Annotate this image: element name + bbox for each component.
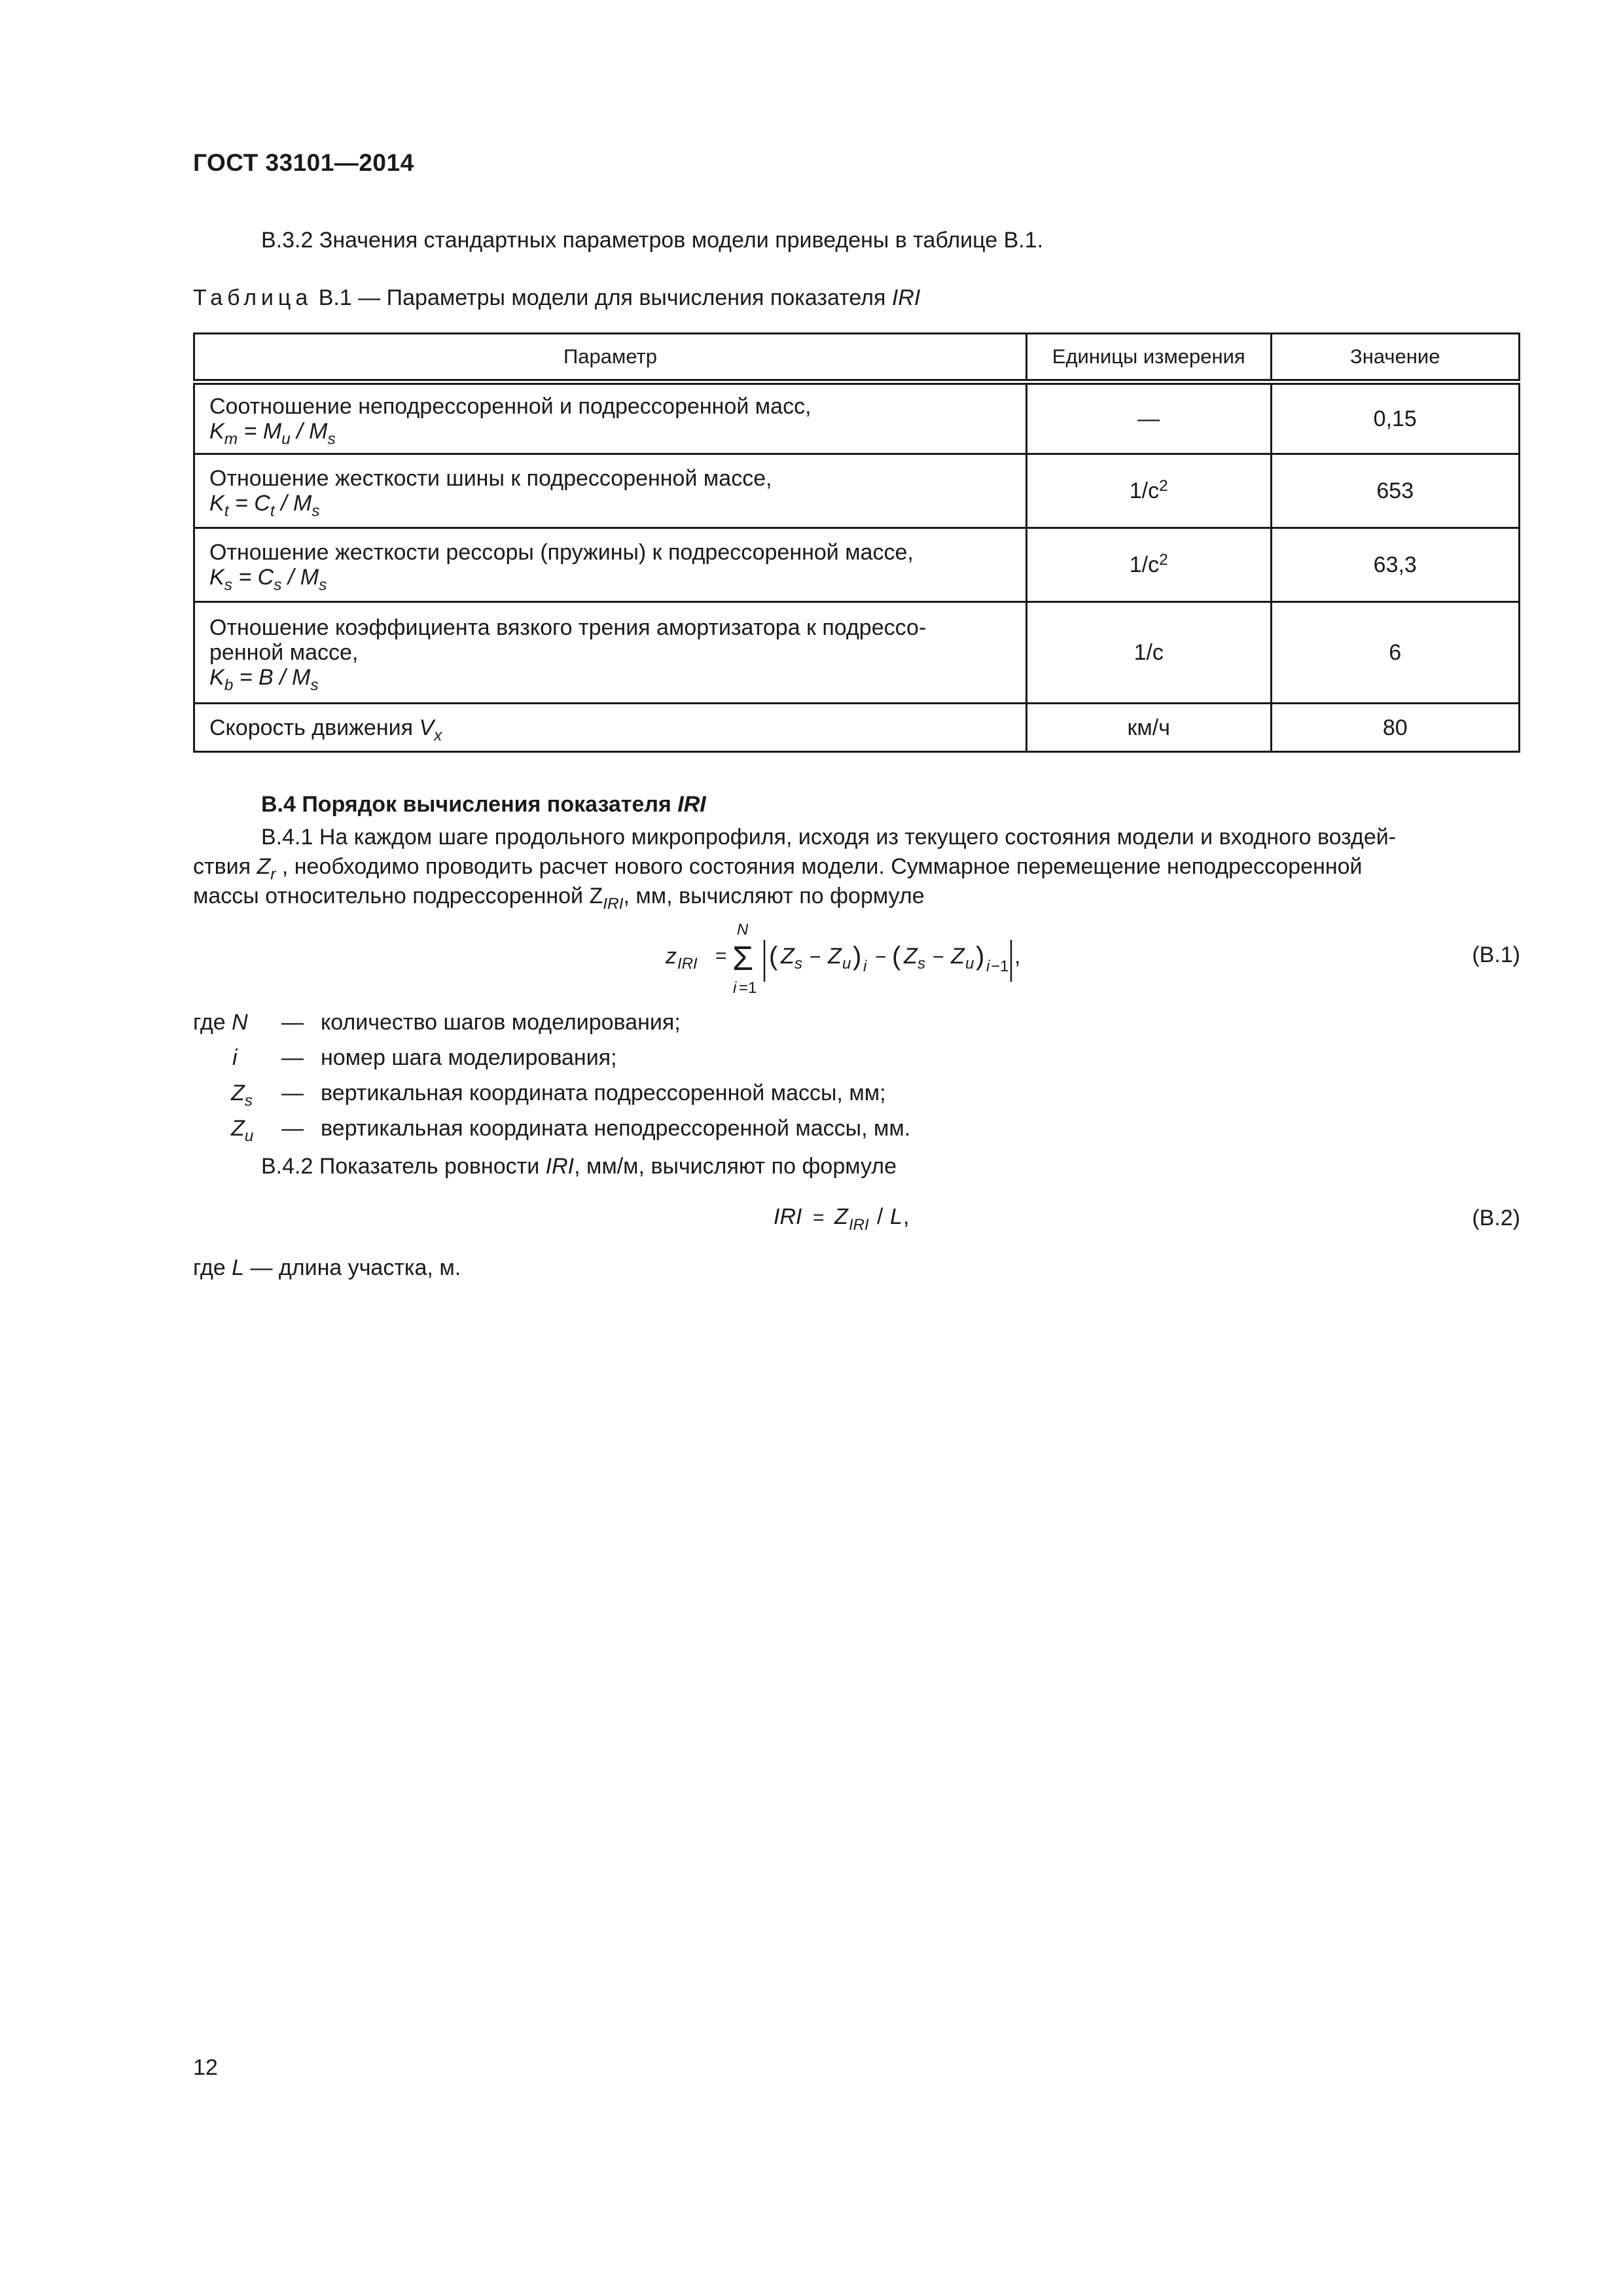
- header-units: Единицы измерения: [1026, 334, 1271, 382]
- svg-text:−: −: [933, 946, 944, 968]
- svg-text:L: L: [890, 1204, 902, 1229]
- document-header: ГОСТ 33101—2014: [193, 149, 414, 176]
- paragraph-line: В.4.1 На каждом шаге продольного микропрофиля, исходя из текущего состояния модели и входного воздей-: [261, 825, 1397, 850]
- param-text-continued: ренной массе,: [209, 640, 359, 665]
- equation-number-b2: (В.2): [1472, 1206, 1520, 1230]
- where-item: где N — количество шагов моделирования;: [193, 1010, 681, 1035]
- row-unit: $1/с^2$: [1026, 454, 1271, 528]
- svg-text:IRI: IRI: [677, 955, 698, 973]
- row-value: 80: [1271, 704, 1519, 752]
- where-item: i — номер шага моделирования;: [232, 1045, 617, 1070]
- page-number: 12: [193, 2055, 218, 2080]
- svg-text:,: ,: [903, 1204, 910, 1229]
- row-value: 653: [1271, 454, 1519, 528]
- row-value: 6: [1271, 602, 1519, 704]
- svg-text:Σ: Σ: [732, 940, 754, 978]
- where-item: $Z_s$ — вертикальная координата подрессоренной массы, мм;: [231, 1081, 886, 1110]
- param-text: Отношение жесткости рессоры (пружины) к подрессоренной массе,: [209, 540, 914, 565]
- table-header-row: [194, 334, 1520, 382]
- intro-text: В.3.2 Значения стандартных параметров модели приведены в таблице В.1.: [261, 228, 1044, 253]
- svg-text:Z: Z: [781, 944, 794, 969]
- svg-text:): ): [976, 942, 985, 971]
- equation-number-b1: (В.1): [1472, 942, 1520, 967]
- row-parameter: Скорость движения $V_x$: [194, 704, 1027, 752]
- table-row: [194, 454, 1520, 528]
- table-row: [194, 382, 1520, 454]
- row-value: 63,3: [1271, 528, 1519, 602]
- row-parameter: [194, 528, 1027, 602]
- row-unit: 1/с: [1026, 602, 1271, 704]
- header-parameter: Параметр: [194, 334, 1027, 382]
- where-item: $Z_u$ — вертикальная координата неподрессоренной массы, мм.: [231, 1116, 911, 1145]
- table-row: [194, 704, 1520, 752]
- svg-text:u: u: [965, 955, 974, 973]
- svg-text:i: i: [863, 958, 867, 975]
- svg-text:u: u: [842, 955, 851, 973]
- svg-text:=1: =1: [739, 979, 757, 997]
- header-value: Значение: [1271, 334, 1519, 382]
- table-caption-label: Таблица: [193, 285, 313, 310]
- svg-text:Z: Z: [951, 944, 965, 969]
- svg-text:Z: Z: [828, 944, 842, 969]
- svg-text:IRI: IRI: [774, 1204, 802, 1229]
- table-row: [194, 528, 1520, 602]
- row-parameter: [194, 602, 1027, 704]
- where-length: где L — длина участка, м.: [193, 1255, 461, 1280]
- svg-text:,: ,: [1014, 944, 1021, 969]
- formula-b1: [664, 916, 1031, 998]
- table-caption-text: В.1 — Параметры модели для вычисления показателя: [312, 285, 892, 310]
- row-unit: $1/с^2$: [1026, 528, 1271, 602]
- svg-text:−1: −1: [991, 958, 1009, 975]
- section-heading-b4: В.4 Порядок вычисления показателя IRI: [261, 792, 706, 817]
- paragraph-b4-1: [193, 823, 1522, 911]
- table-caption: [193, 283, 920, 313]
- paragraph-line: ствия $Z_r$ , необходимо проводить расчет нового состояния модели. Суммарное перемещение неподрессоренной: [193, 854, 1363, 884]
- svg-text:s: s: [918, 955, 925, 973]
- intro-paragraph: [193, 226, 1522, 255]
- paragraph-b4-2: В.4.2 Показатель ровности IRI, мм/м, вычисляют по формуле: [261, 1154, 897, 1179]
- row-parameter: [194, 382, 1027, 454]
- svg-text:Z: Z: [904, 944, 918, 969]
- svg-text:): ): [853, 942, 862, 971]
- svg-text:(: (: [892, 942, 901, 971]
- svg-text:Z: Z: [834, 1204, 848, 1229]
- svg-text:z: z: [666, 944, 677, 969]
- row-value: 0,15: [1271, 382, 1519, 454]
- svg-text:IRI: IRI: [849, 1216, 869, 1234]
- paragraph-line: массы относительно подрессоренной $Z_{IRI}$, мм, вычисляют по формуле: [193, 884, 925, 913]
- param-text: Отношение жесткости шины к подрессоренной массе,: [209, 466, 772, 491]
- parameters-table: [193, 332, 1520, 753]
- row-unit: —: [1026, 382, 1271, 454]
- table-caption-italic: IRI: [891, 285, 921, 310]
- svg-text:−: −: [810, 946, 821, 968]
- row-parameter: [194, 454, 1027, 528]
- param-formula: $K_m = M_u / M_s$: [209, 419, 336, 448]
- svg-text:=: =: [813, 1207, 825, 1229]
- svg-text:(: (: [769, 942, 778, 971]
- svg-text:/: /: [877, 1204, 883, 1229]
- param-text: Отношение коэффициента вязкого трения амортизатора к подрессо-: [209, 615, 927, 640]
- param-formula: $K_s = C_s / M_s$: [209, 565, 327, 594]
- svg-text:=: =: [715, 945, 727, 967]
- row-unit: км/ч: [1026, 704, 1271, 752]
- svg-text:i: i: [733, 979, 737, 997]
- formula-b2: [772, 1199, 929, 1238]
- svg-text:−: −: [875, 946, 887, 968]
- table-row: [194, 602, 1520, 704]
- svg-text:N: N: [737, 921, 749, 939]
- param-formula: $K_b = B / M_s$: [209, 665, 319, 694]
- param-formula: $K_t = C_t / M_s$: [209, 491, 320, 520]
- param-text: Соотношение неподрессоренной и подрессоренной масс,: [209, 394, 812, 419]
- svg-text:s: s: [794, 955, 802, 973]
- svg-text:i: i: [986, 958, 990, 975]
